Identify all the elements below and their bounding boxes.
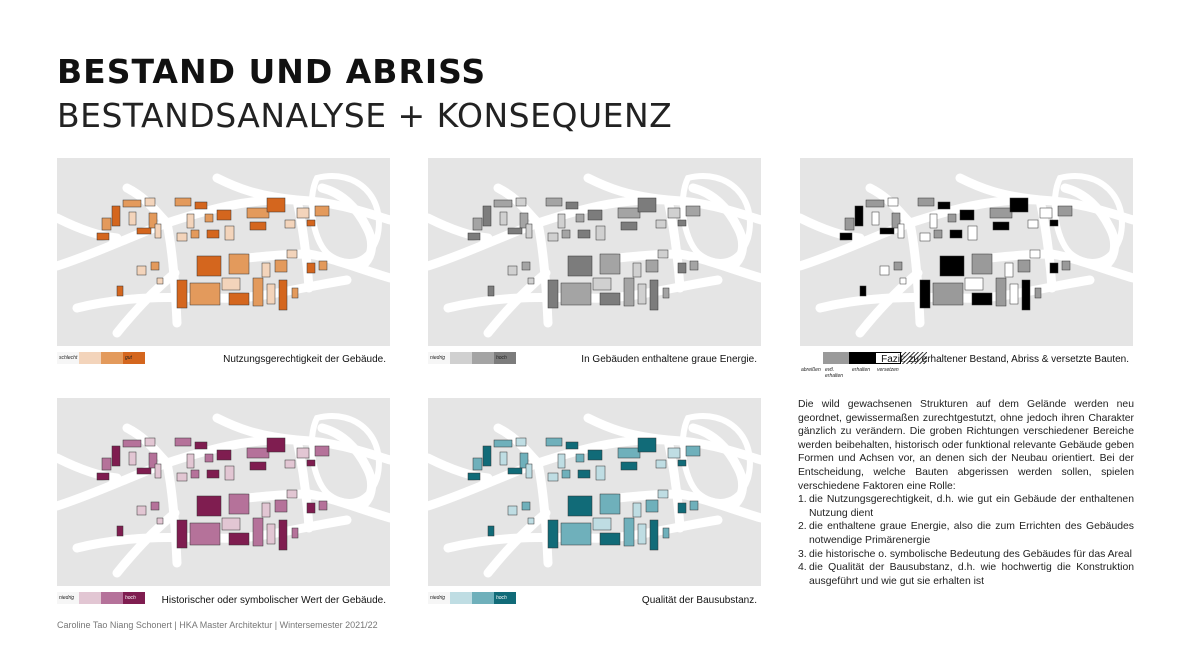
legend-swatch-low: schlecht [57, 352, 79, 364]
building [292, 288, 298, 298]
building [990, 208, 1012, 218]
building [187, 214, 194, 228]
footer-credits: Caroline Tao Niang Schonert | HKA Master Architektur | Wintersemester 2021/22 [57, 620, 378, 630]
building [177, 233, 187, 241]
building [123, 440, 141, 447]
building [508, 506, 517, 515]
building [576, 454, 584, 462]
building [900, 278, 906, 284]
building [137, 228, 151, 234]
building [638, 198, 656, 212]
building [526, 464, 532, 478]
building [686, 206, 700, 216]
building [1022, 280, 1030, 310]
building [508, 266, 517, 275]
building [247, 448, 269, 458]
building [522, 502, 530, 510]
building [468, 233, 480, 240]
building [175, 198, 191, 206]
building [262, 263, 270, 277]
road-network [800, 176, 1133, 333]
building [1028, 220, 1038, 228]
building [1050, 220, 1058, 226]
building [646, 260, 658, 272]
building [658, 490, 668, 498]
building [880, 266, 889, 275]
building [972, 293, 992, 305]
building [253, 518, 263, 546]
building [548, 280, 558, 308]
building [129, 452, 136, 465]
building [222, 518, 240, 530]
building [600, 494, 620, 514]
building [558, 214, 565, 228]
building [920, 280, 930, 308]
building [494, 440, 512, 447]
building [205, 214, 213, 222]
building [1010, 284, 1018, 304]
building [898, 224, 904, 238]
building [500, 452, 507, 465]
building [250, 222, 266, 230]
building [1010, 198, 1028, 212]
building [562, 230, 570, 238]
building [548, 233, 558, 241]
building [1018, 260, 1030, 272]
building [191, 470, 199, 478]
legend-swatch [79, 592, 101, 604]
legend-swatch [79, 352, 101, 364]
building [930, 214, 937, 228]
building [175, 438, 191, 446]
building [247, 208, 269, 218]
building [267, 198, 285, 212]
building [872, 212, 879, 225]
building [860, 286, 866, 296]
legend-swatch-low: niedrig [428, 352, 450, 364]
building [561, 283, 591, 305]
building [287, 490, 297, 498]
building [205, 454, 213, 462]
building [145, 198, 155, 206]
building [157, 518, 163, 524]
building [229, 494, 249, 514]
building [197, 256, 221, 276]
caption-qualitaet: Qualität der Bausubstanz. [641, 595, 757, 606]
building [483, 446, 491, 466]
building [600, 533, 620, 545]
building [845, 218, 854, 230]
legend-swatch [472, 592, 494, 604]
building [207, 470, 219, 478]
building [934, 230, 942, 238]
building [155, 464, 161, 478]
building [129, 212, 136, 225]
building [678, 220, 686, 226]
building [663, 288, 669, 298]
building [151, 502, 159, 510]
legend-swatch [450, 352, 472, 364]
building [678, 263, 686, 273]
building [618, 208, 640, 218]
building [225, 466, 234, 480]
building [187, 454, 194, 468]
building [621, 222, 637, 230]
building [229, 533, 249, 545]
map-historisch [57, 398, 390, 586]
road [960, 178, 1040, 200]
building [297, 208, 309, 218]
building [950, 230, 962, 238]
building [600, 254, 620, 274]
road [247, 254, 309, 258]
building [516, 198, 526, 206]
road-network [428, 176, 761, 333]
building [690, 501, 698, 510]
building [191, 230, 199, 238]
building [285, 220, 295, 228]
building [516, 438, 526, 446]
road [618, 254, 680, 258]
building [307, 263, 315, 273]
building [315, 206, 329, 216]
building [97, 233, 109, 240]
building [1062, 261, 1070, 270]
legend-historisch [57, 592, 145, 604]
building [528, 518, 534, 524]
building [566, 442, 578, 449]
building [151, 262, 159, 270]
building [656, 460, 666, 468]
road [217, 418, 297, 440]
building [658, 250, 668, 258]
building [940, 256, 964, 276]
building [638, 524, 646, 544]
building [624, 278, 634, 306]
building [137, 266, 146, 275]
factor-list [798, 493, 1134, 588]
building [508, 468, 522, 474]
building [638, 438, 656, 452]
building [600, 293, 620, 305]
building [972, 254, 992, 274]
building [500, 212, 507, 225]
building [145, 438, 155, 446]
building [663, 528, 669, 538]
map-fazit [800, 158, 1133, 346]
building [933, 283, 963, 305]
building [894, 262, 902, 270]
building [526, 224, 532, 238]
building [1035, 288, 1041, 298]
legend-swatch [101, 352, 123, 364]
legend-swatch-high: hoch [123, 592, 145, 604]
building [650, 280, 658, 310]
building [488, 526, 494, 536]
building [279, 280, 287, 310]
building [319, 501, 327, 510]
building [315, 446, 329, 456]
legend-swatch-evtl-erhalten [849, 352, 875, 364]
building [488, 286, 494, 296]
building [588, 450, 602, 460]
building [225, 226, 234, 240]
building [287, 250, 297, 258]
building [262, 503, 270, 517]
building [618, 448, 640, 458]
building [207, 230, 219, 238]
road-network [57, 176, 390, 333]
building [528, 278, 534, 284]
building [197, 496, 221, 516]
building [157, 278, 163, 284]
building [229, 254, 249, 274]
legend-swatch [472, 352, 494, 364]
legend-label: erhalten [852, 367, 871, 373]
building [1005, 263, 1013, 277]
building [578, 230, 590, 238]
building [508, 228, 522, 234]
building [593, 518, 611, 530]
building [195, 202, 207, 209]
road [618, 494, 680, 498]
building [578, 470, 590, 478]
building [307, 460, 315, 466]
building [633, 503, 641, 517]
building [292, 528, 298, 538]
legend-label: versetzen [877, 367, 899, 373]
building [678, 460, 686, 466]
building [888, 198, 898, 206]
building [855, 206, 863, 226]
building [483, 206, 491, 226]
building [596, 466, 605, 480]
building [668, 208, 680, 218]
building [920, 233, 930, 241]
building [285, 460, 295, 468]
building [473, 458, 482, 470]
building [177, 473, 187, 481]
building [568, 256, 592, 276]
building [566, 202, 578, 209]
legend-energie [428, 352, 516, 364]
list-item: 4. die Qualität der Bausubstanz, d.h. wie hochwertig die Konstruktion ausgeführt und wie gut sie erhalten ist [798, 562, 1134, 587]
building [155, 224, 161, 238]
building [588, 210, 602, 220]
building [97, 473, 109, 480]
list-item: 3. die historische o. symbolische Bedeutung des Gebäudes für das Areal [798, 548, 1132, 560]
building [217, 210, 231, 220]
building [307, 220, 315, 226]
legend-labels-fazit [801, 367, 902, 379]
building [253, 278, 263, 306]
building [948, 214, 956, 222]
building [596, 226, 605, 240]
road [588, 418, 668, 440]
map-energie [428, 158, 761, 346]
building [102, 218, 111, 230]
legend-qualitaet [428, 592, 516, 604]
building [678, 503, 686, 513]
building [102, 458, 111, 470]
building [880, 228, 894, 234]
building [229, 293, 249, 305]
building [1050, 263, 1058, 273]
building [195, 442, 207, 449]
building [177, 520, 187, 548]
building [177, 280, 187, 308]
building [576, 214, 584, 222]
page-title: BESTAND UND ABRISS [57, 52, 487, 91]
road-network [428, 416, 761, 573]
building [656, 220, 666, 228]
building [112, 446, 120, 466]
building [866, 200, 884, 207]
building [968, 226, 977, 240]
legend-label: evtl. erhalten [825, 367, 844, 379]
map-qualitaet [428, 398, 761, 586]
legend-swatch-low: niedrig [428, 592, 450, 604]
map-nutzung [57, 158, 390, 346]
building [117, 526, 123, 536]
building [275, 500, 287, 512]
building [646, 500, 658, 512]
road [990, 254, 1052, 258]
building [960, 210, 974, 220]
building [1030, 250, 1040, 258]
caption-energie: In Gebäuden enthaltene graue Energie. [581, 354, 757, 365]
caption-fazit: Fazit: zu erhaltener Bestand, Abriss & versetzte Bauten. [881, 354, 1129, 365]
legend-swatch-high: hoch [494, 592, 516, 604]
building [307, 503, 315, 513]
building [275, 260, 287, 272]
building [840, 233, 852, 240]
building [123, 200, 141, 207]
building [548, 473, 558, 481]
legend-swatch-high: gut [123, 352, 145, 364]
building [548, 520, 558, 548]
building [965, 278, 983, 290]
building [558, 454, 565, 468]
legend-nutzung [57, 352, 145, 364]
building [267, 524, 275, 544]
building [250, 462, 266, 470]
building [494, 200, 512, 207]
building [568, 496, 592, 516]
legend-swatch [101, 592, 123, 604]
road [247, 494, 309, 498]
building [546, 438, 562, 446]
building [112, 206, 120, 226]
description-paragraph: Die wild gewachsenen Strukturen auf dem Gelände werden neu geordnet, gewissermaßen zurechtgestutzt, ohne jedoch ihren Charakter gänzlich zu verändern. Die groben Richtungen verschiedener Bereiche werden beibehalten, historisch oder funktional relevante Gebäude geben Formen und Achsen vor, an denen sich der Neubau orientiert. Bei der Entscheidung, welche Bauten abgerissen werden sollen, spielen verschiedene Faktoren eine Rolle: [798, 399, 1134, 492]
caption-nutzung: Nutzungsgerechtigkeit der Gebäude. [223, 354, 386, 365]
building [593, 278, 611, 290]
page-subtitle: BESTANDSANALYSE + KONSEQUENZ [57, 96, 673, 135]
building [297, 448, 309, 458]
caption-historisch: Historischer oder symbolischer Wert der Gebäude. [161, 595, 386, 606]
building [638, 284, 646, 304]
building [190, 283, 220, 305]
building [267, 438, 285, 452]
building [996, 278, 1006, 306]
building [222, 278, 240, 290]
legend-swatch-low: niedrig [57, 592, 79, 604]
building [279, 520, 287, 550]
building [468, 473, 480, 480]
building [319, 261, 327, 270]
building [938, 202, 950, 209]
building [562, 470, 570, 478]
list-item: 2. die enthaltene graue Energie, also die zum Errichten des Gebäudes notwendige Primärenergie [798, 521, 1134, 546]
building [621, 462, 637, 470]
building [668, 448, 680, 458]
building [267, 284, 275, 304]
building [624, 518, 634, 546]
legend-swatch [450, 592, 472, 604]
road-network [57, 416, 390, 573]
building [117, 286, 123, 296]
building [1040, 208, 1052, 218]
building [473, 218, 482, 230]
building [546, 198, 562, 206]
building [633, 263, 641, 277]
description-text [798, 398, 1134, 588]
building [1058, 206, 1072, 216]
building [217, 450, 231, 460]
building [522, 262, 530, 270]
building [650, 520, 658, 550]
road [217, 178, 297, 200]
road [588, 178, 668, 200]
building [137, 506, 146, 515]
legend-swatch-high: hoch [494, 352, 516, 364]
building [190, 523, 220, 545]
building [137, 468, 151, 474]
building [561, 523, 591, 545]
legend-swatch-abreissen [823, 352, 849, 364]
legend-label: abreißen [801, 367, 821, 373]
building [690, 261, 698, 270]
list-item: 1. die Nutzungsgerechtigkeit, d.h. wie gut ein Gebäude der enthaltenen Nutzung dient [798, 494, 1134, 519]
building [686, 446, 700, 456]
building [993, 222, 1009, 230]
building [918, 198, 934, 206]
